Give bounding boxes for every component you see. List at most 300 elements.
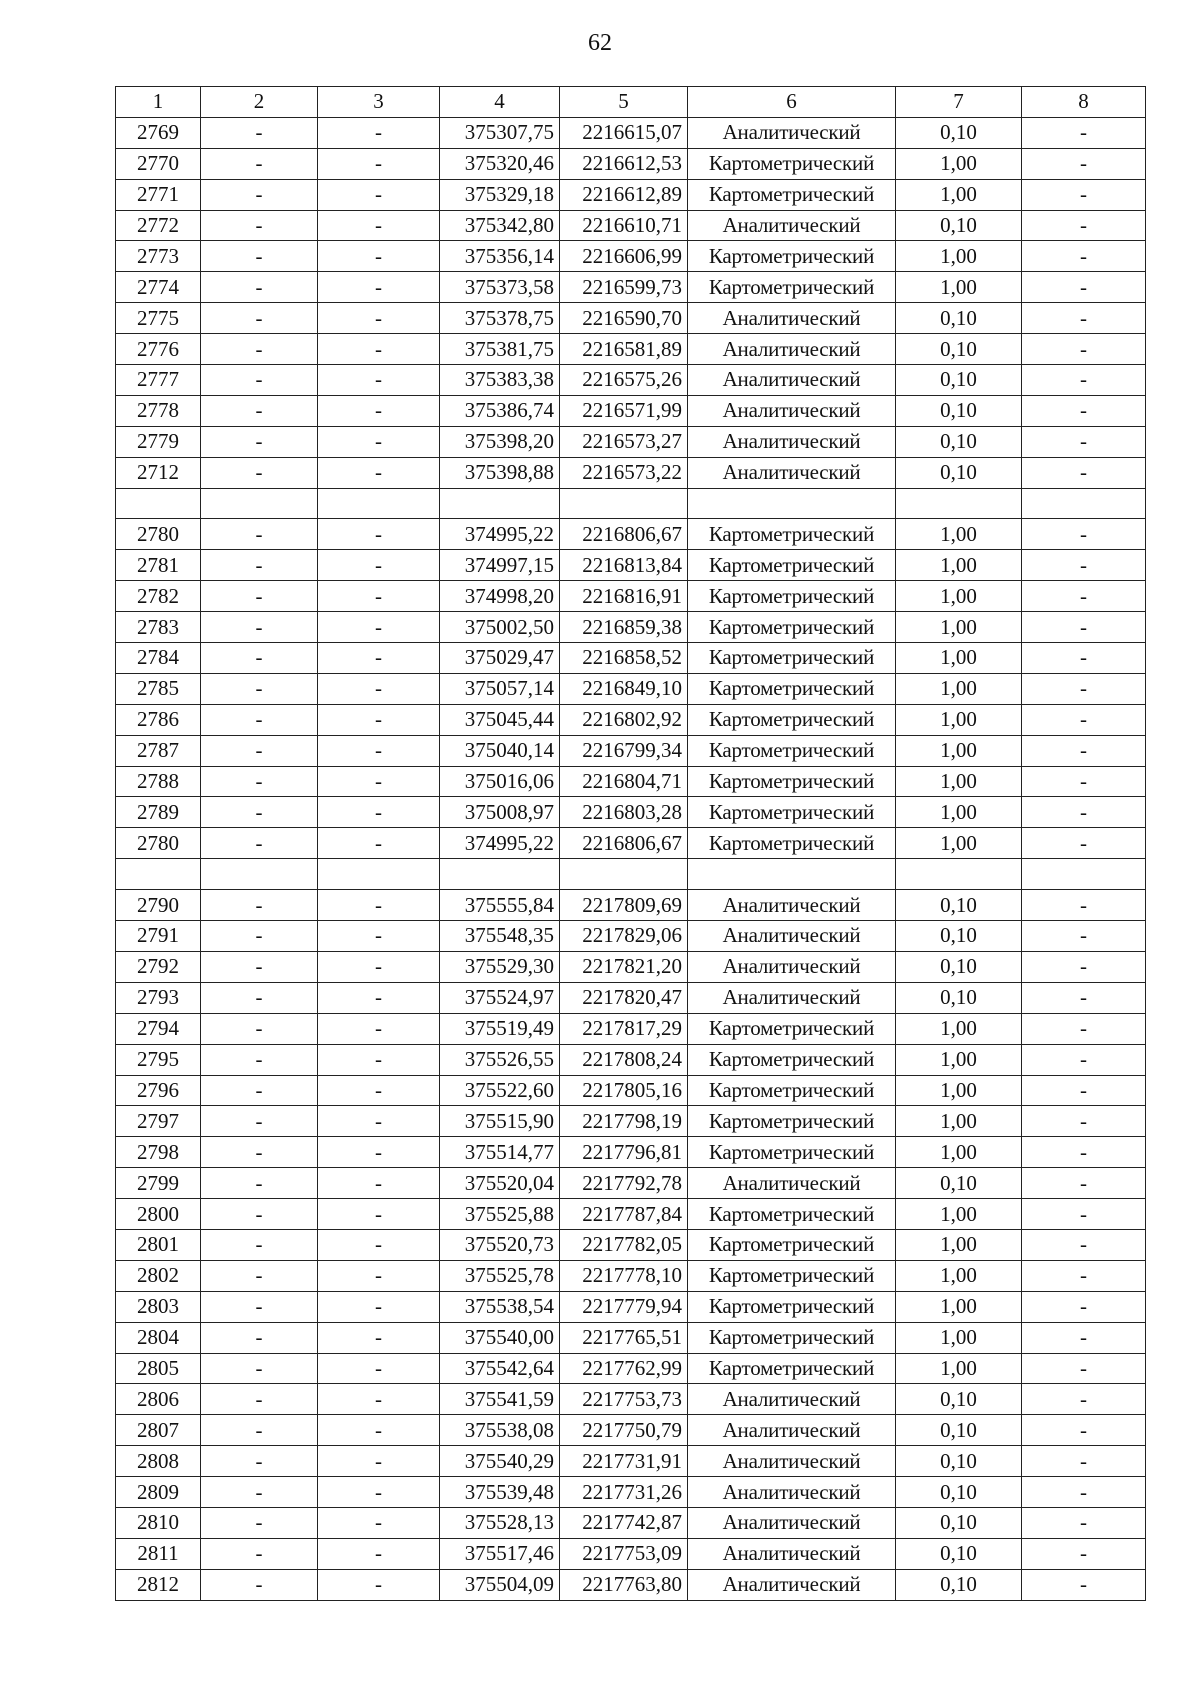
table-cell-col-2: - — [201, 365, 318, 396]
table-row — [116, 1384, 1146, 1415]
table-cell-col-6: Аналитический — [688, 1384, 896, 1415]
table-cell-col-7: 0,10 — [896, 1569, 1022, 1600]
table-cell-col-4: 375541,59 — [440, 1384, 560, 1415]
table-cell-col-5: 2216581,89 — [560, 334, 688, 365]
column-header-5: 5 — [560, 87, 688, 118]
table-cell-col-4: 374997,15 — [440, 550, 560, 581]
table-cell-col-2: - — [201, 272, 318, 303]
table-cell-col-5: 2217731,26 — [560, 1477, 688, 1508]
table-row — [116, 1507, 1146, 1538]
table-cell-col-5: 2217753,09 — [560, 1538, 688, 1569]
table-cell-col-3: - — [318, 921, 440, 952]
table-cell-col-8: - — [1022, 303, 1146, 334]
table-row — [116, 643, 1146, 674]
table-cell-col-2: - — [201, 303, 318, 334]
table-cell-col-2: - — [201, 1260, 318, 1291]
table-cell-col-4: 375529,30 — [440, 951, 560, 982]
table-cell-col-6: Аналитический — [688, 1569, 896, 1600]
table-cell-col-8: - — [1022, 1013, 1146, 1044]
header-row — [116, 87, 1146, 118]
table-cell-col-2: - — [201, 982, 318, 1013]
table-cell-col-8: - — [1022, 334, 1146, 365]
table-cell-col-7: 1,00 — [896, 704, 1022, 735]
table-cell-col-8: - — [1022, 1260, 1146, 1291]
table-cell-col-2: - — [201, 1137, 318, 1168]
table-cell-col-4: 375356,14 — [440, 241, 560, 272]
table-cell-col-8: - — [1022, 921, 1146, 952]
table-cell-col-1: 2712 — [116, 457, 201, 488]
table-cell-col-3: - — [318, 828, 440, 859]
table-cell-col-1: 2770 — [116, 148, 201, 179]
table-cell-col-7: 0,10 — [896, 334, 1022, 365]
table-row — [116, 303, 1146, 334]
table-cell-col-6: Аналитический — [688, 1538, 896, 1569]
table-cell-col-7: 0,10 — [896, 1446, 1022, 1477]
table-cell-col-3: - — [318, 210, 440, 241]
table-cell-col-1: 2775 — [116, 303, 201, 334]
table-cell-col-5: 2217796,81 — [560, 1137, 688, 1168]
table-cell-col-4: 375525,78 — [440, 1260, 560, 1291]
table-cell-col-6: Картометрический — [688, 704, 896, 735]
table-cell-col-5: 2217742,87 — [560, 1507, 688, 1538]
table-cell-col-8: - — [1022, 1569, 1146, 1600]
table-body — [116, 117, 1146, 1600]
table-cell-col-4: 375040,14 — [440, 735, 560, 766]
table-row — [116, 1106, 1146, 1137]
table-cell-col-3: - — [318, 1075, 440, 1106]
table-cell-col-2: - — [201, 241, 318, 272]
table-row — [116, 179, 1146, 210]
table-cell-col-4: 375378,75 — [440, 303, 560, 334]
table-row — [116, 365, 1146, 396]
table-cell-col-1: 2812 — [116, 1569, 201, 1600]
table-cell-col-5: 2217829,06 — [560, 921, 688, 952]
table-cell-col-7: 1,00 — [896, 1013, 1022, 1044]
table-cell-col-7: 1,00 — [896, 1291, 1022, 1322]
table-cell-col-5: 2216610,71 — [560, 210, 688, 241]
table-cell-col-4: 374998,20 — [440, 581, 560, 612]
empty-cell — [318, 859, 440, 890]
table-cell-col-8: - — [1022, 1322, 1146, 1353]
column-header-2: 2 — [201, 87, 318, 118]
table-cell-col-7: 1,00 — [896, 1075, 1022, 1106]
table-cell-col-2: - — [201, 1507, 318, 1538]
table-cell-col-5: 2216590,70 — [560, 303, 688, 334]
table-cell-col-8: - — [1022, 395, 1146, 426]
table-cell-col-1: 2792 — [116, 951, 201, 982]
table-cell-col-5: 2217817,29 — [560, 1013, 688, 1044]
table-row — [116, 117, 1146, 148]
table-cell-col-1: 2778 — [116, 395, 201, 426]
table-cell-col-4: 375528,13 — [440, 1507, 560, 1538]
table-cell-col-4: 375525,88 — [440, 1199, 560, 1230]
table-row — [116, 550, 1146, 581]
table-cell-col-3: - — [318, 766, 440, 797]
table-row — [116, 1199, 1146, 1230]
table-cell-col-4: 375057,14 — [440, 673, 560, 704]
table-cell-col-3: - — [318, 797, 440, 828]
block-separator-row — [116, 859, 1146, 890]
table-cell-col-2: - — [201, 1353, 318, 1384]
empty-cell — [1022, 859, 1146, 890]
table-row — [116, 612, 1146, 643]
empty-cell — [688, 488, 896, 519]
table-cell-col-2: - — [201, 643, 318, 674]
table-cell-col-1: 2780 — [116, 828, 201, 859]
table-cell-col-4: 375515,90 — [440, 1106, 560, 1137]
table-cell-col-8: - — [1022, 1199, 1146, 1230]
table-cell-col-6: Картометрический — [688, 148, 896, 179]
table-cell-col-1: 2802 — [116, 1260, 201, 1291]
table-cell-col-5: 2216599,73 — [560, 272, 688, 303]
table-cell-col-7: 0,10 — [896, 303, 1022, 334]
table-cell-col-5: 2216606,99 — [560, 241, 688, 272]
table-cell-col-6: Картометрический — [688, 1291, 896, 1322]
table-cell-col-6: Аналитический — [688, 395, 896, 426]
table-cell-col-4: 375538,08 — [440, 1415, 560, 1446]
table-row — [116, 241, 1146, 272]
table-cell-col-2: - — [201, 673, 318, 704]
table-cell-col-3: - — [318, 1477, 440, 1508]
table-cell-col-3: - — [318, 1446, 440, 1477]
empty-cell — [440, 488, 560, 519]
table-cell-col-4: 375373,58 — [440, 272, 560, 303]
table-cell-col-7: 0,10 — [896, 395, 1022, 426]
table-cell-col-1: 2782 — [116, 581, 201, 612]
table-cell-col-6: Картометрический — [688, 1322, 896, 1353]
table-cell-col-6: Картометрический — [688, 1229, 896, 1260]
table-cell-col-6: Картометрический — [688, 241, 896, 272]
table-cell-col-5: 2217778,10 — [560, 1260, 688, 1291]
table-cell-col-2: - — [201, 1168, 318, 1199]
table-cell-col-3: - — [318, 951, 440, 982]
table-cell-col-5: 2216806,67 — [560, 828, 688, 859]
table-cell-col-5: 2216571,99 — [560, 395, 688, 426]
table-cell-col-3: - — [318, 1384, 440, 1415]
column-header-7: 7 — [896, 87, 1022, 118]
table-cell-col-6: Картометрический — [688, 1044, 896, 1075]
table-cell-col-5: 2216806,67 — [560, 519, 688, 550]
table-cell-col-8: - — [1022, 797, 1146, 828]
table-cell-col-5: 2217787,84 — [560, 1199, 688, 1230]
table-cell-col-4: 375524,97 — [440, 982, 560, 1013]
table-cell-col-7: 1,00 — [896, 148, 1022, 179]
table-cell-col-1: 2804 — [116, 1322, 201, 1353]
table-cell-col-5: 2217762,99 — [560, 1353, 688, 1384]
table-cell-col-7: 0,10 — [896, 117, 1022, 148]
table-cell-col-4: 375514,77 — [440, 1137, 560, 1168]
table-cell-col-1: 2785 — [116, 673, 201, 704]
table-cell-col-3: - — [318, 1229, 440, 1260]
table-cell-col-3: - — [318, 1199, 440, 1230]
table-cell-col-1: 2810 — [116, 1507, 201, 1538]
table-row — [116, 704, 1146, 735]
table-cell-col-7: 0,10 — [896, 365, 1022, 396]
table-cell-col-5: 2217821,20 — [560, 951, 688, 982]
table-cell-col-8: - — [1022, 581, 1146, 612]
table-cell-col-4: 375542,64 — [440, 1353, 560, 1384]
table-cell-col-1: 2777 — [116, 365, 201, 396]
table-cell-col-2: - — [201, 519, 318, 550]
table-cell-col-4: 374995,22 — [440, 828, 560, 859]
table-row — [116, 1446, 1146, 1477]
table-row — [116, 797, 1146, 828]
table-cell-col-4: 375519,49 — [440, 1013, 560, 1044]
table-cell-col-6: Картометрический — [688, 643, 896, 674]
table-cell-col-7: 1,00 — [896, 612, 1022, 643]
table-row — [116, 1013, 1146, 1044]
empty-cell — [896, 859, 1022, 890]
table-cell-col-8: - — [1022, 1106, 1146, 1137]
table-cell-col-1: 2809 — [116, 1477, 201, 1508]
table-cell-col-4: 375517,46 — [440, 1538, 560, 1569]
table-cell-col-7: 1,00 — [896, 179, 1022, 210]
table-cell-col-7: 0,10 — [896, 1477, 1022, 1508]
table-cell-col-8: - — [1022, 673, 1146, 704]
table-cell-col-5: 2216573,22 — [560, 457, 688, 488]
table-cell-col-1: 2769 — [116, 117, 201, 148]
empty-cell — [201, 488, 318, 519]
table-cell-col-4: 375029,47 — [440, 643, 560, 674]
table-cell-col-2: - — [201, 797, 318, 828]
table-cell-col-8: - — [1022, 1477, 1146, 1508]
table-cell-col-7: 0,10 — [896, 1415, 1022, 1446]
table-row — [116, 828, 1146, 859]
table-cell-col-3: - — [318, 1291, 440, 1322]
table-cell-col-7: 1,00 — [896, 1044, 1022, 1075]
table-cell-col-3: - — [318, 1507, 440, 1538]
table-cell-col-3: - — [318, 1168, 440, 1199]
table-cell-col-1: 2771 — [116, 179, 201, 210]
table-row — [116, 1477, 1146, 1508]
table-cell-col-5: 2217779,94 — [560, 1291, 688, 1322]
table-cell-col-5: 2216799,34 — [560, 735, 688, 766]
table-cell-col-1: 2799 — [116, 1168, 201, 1199]
table-cell-col-2: - — [201, 1446, 318, 1477]
table-cell-col-4: 375526,55 — [440, 1044, 560, 1075]
table-cell-col-2: - — [201, 612, 318, 643]
table-cell-col-3: - — [318, 395, 440, 426]
table-row — [116, 1137, 1146, 1168]
table-cell-col-2: - — [201, 1229, 318, 1260]
table-cell-col-8: - — [1022, 643, 1146, 674]
table-cell-col-1: 2793 — [116, 982, 201, 1013]
table-cell-col-5: 2216615,07 — [560, 117, 688, 148]
table-cell-col-4: 375398,88 — [440, 457, 560, 488]
table-cell-col-8: - — [1022, 1075, 1146, 1106]
table-cell-col-5: 2216802,92 — [560, 704, 688, 735]
table-cell-col-8: - — [1022, 1168, 1146, 1199]
table-cell-col-7: 1,00 — [896, 797, 1022, 828]
table-cell-col-6: Аналитический — [688, 1507, 896, 1538]
table-cell-col-7: 0,10 — [896, 1538, 1022, 1569]
table-cell-col-2: - — [201, 179, 318, 210]
table-cell-col-1: 2806 — [116, 1384, 201, 1415]
table-cell-col-1: 2789 — [116, 797, 201, 828]
table-row — [116, 890, 1146, 921]
table-cell-col-7: 0,10 — [896, 890, 1022, 921]
table-cell-col-7: 0,10 — [896, 951, 1022, 982]
table-cell-col-5: 2217782,05 — [560, 1229, 688, 1260]
table-cell-col-2: - — [201, 1199, 318, 1230]
table-cell-col-5: 2216575,26 — [560, 365, 688, 396]
table-cell-col-8: - — [1022, 982, 1146, 1013]
table-cell-col-1: 2783 — [116, 612, 201, 643]
table-cell-col-8: - — [1022, 365, 1146, 396]
table-cell-col-6: Аналитический — [688, 890, 896, 921]
table-cell-col-4: 375342,80 — [440, 210, 560, 241]
table-cell-col-1: 2796 — [116, 1075, 201, 1106]
table-cell-col-6: Аналитический — [688, 426, 896, 457]
table-row — [116, 148, 1146, 179]
table-cell-col-3: - — [318, 735, 440, 766]
table-cell-col-6: Картометрический — [688, 550, 896, 581]
table-row — [116, 395, 1146, 426]
table-row — [116, 1569, 1146, 1600]
table-cell-col-4: 375538,54 — [440, 1291, 560, 1322]
table-row — [116, 1229, 1146, 1260]
table-cell-col-8: - — [1022, 117, 1146, 148]
empty-cell — [1022, 488, 1146, 519]
table-row — [116, 1260, 1146, 1291]
table-cell-col-6: Аналитический — [688, 457, 896, 488]
table-cell-col-1: 2798 — [116, 1137, 201, 1168]
table-cell-col-8: - — [1022, 1229, 1146, 1260]
table-cell-col-7: 0,10 — [896, 457, 1022, 488]
table-cell-col-8: - — [1022, 1446, 1146, 1477]
table-cell-col-6: Картометрический — [688, 1106, 896, 1137]
column-header-1: 1 — [116, 87, 201, 118]
table-cell-col-6: Картометрический — [688, 735, 896, 766]
table-row — [116, 1291, 1146, 1322]
table-cell-col-3: - — [318, 673, 440, 704]
table-cell-col-7: 1,00 — [896, 519, 1022, 550]
table-cell-col-6: Картометрический — [688, 1199, 896, 1230]
table-cell-col-5: 2216612,89 — [560, 179, 688, 210]
table-cell-col-3: - — [318, 643, 440, 674]
table-cell-col-5: 2216816,91 — [560, 581, 688, 612]
table-cell-col-1: 2790 — [116, 890, 201, 921]
table-row — [116, 766, 1146, 797]
table-cell-col-8: - — [1022, 210, 1146, 241]
table-cell-col-1: 2805 — [116, 1353, 201, 1384]
table-cell-col-1: 2780 — [116, 519, 201, 550]
table-cell-col-6: Картометрический — [688, 673, 896, 704]
table-cell-col-3: - — [318, 241, 440, 272]
table-cell-col-4: 375002,50 — [440, 612, 560, 643]
empty-cell — [688, 859, 896, 890]
table-cell-col-5: 2216858,52 — [560, 643, 688, 674]
table-row — [116, 1322, 1146, 1353]
table-cell-col-7: 0,10 — [896, 982, 1022, 1013]
table-cell-col-2: - — [201, 1075, 318, 1106]
table-cell-col-6: Картометрический — [688, 828, 896, 859]
table-cell-col-7: 1,00 — [896, 1322, 1022, 1353]
table-cell-col-1: 2774 — [116, 272, 201, 303]
table-cell-col-6: Аналитический — [688, 951, 896, 982]
table-row — [116, 210, 1146, 241]
table-cell-col-3: - — [318, 426, 440, 457]
table-cell-col-5: 2217798,19 — [560, 1106, 688, 1137]
table-cell-col-4: 375520,04 — [440, 1168, 560, 1199]
table-cell-col-3: - — [318, 550, 440, 581]
table-cell-col-5: 2217765,51 — [560, 1322, 688, 1353]
table-cell-col-3: - — [318, 334, 440, 365]
table-cell-col-3: - — [318, 1137, 440, 1168]
table-cell-col-7: 1,00 — [896, 241, 1022, 272]
table-cell-col-4: 375381,75 — [440, 334, 560, 365]
table-cell-col-5: 2216804,71 — [560, 766, 688, 797]
table-cell-col-6: Аналитический — [688, 1415, 896, 1446]
table-cell-col-7: 0,10 — [896, 210, 1022, 241]
table-cell-col-5: 2216612,53 — [560, 148, 688, 179]
table-cell-col-3: - — [318, 1569, 440, 1600]
table-cell-col-6: Картометрический — [688, 519, 896, 550]
table-cell-col-4: 375008,97 — [440, 797, 560, 828]
table-cell-col-2: - — [201, 117, 318, 148]
table-row — [116, 519, 1146, 550]
table-cell-col-4: 375522,60 — [440, 1075, 560, 1106]
table-cell-col-1: 2811 — [116, 1538, 201, 1569]
table-cell-col-7: 0,10 — [896, 921, 1022, 952]
table-cell-col-4: 375520,73 — [440, 1229, 560, 1260]
table-row — [116, 982, 1146, 1013]
table-cell-col-4: 375539,48 — [440, 1477, 560, 1508]
table-row — [116, 272, 1146, 303]
table-cell-col-5: 2216813,84 — [560, 550, 688, 581]
table-cell-col-1: 2795 — [116, 1044, 201, 1075]
table-cell-col-8: - — [1022, 1353, 1146, 1384]
table-cell-col-6: Картометрический — [688, 766, 896, 797]
table-cell-col-1: 2807 — [116, 1415, 201, 1446]
table-cell-col-1: 2787 — [116, 735, 201, 766]
table-cell-col-2: - — [201, 426, 318, 457]
table-cell-col-3: - — [318, 1322, 440, 1353]
table-cell-col-2: - — [201, 890, 318, 921]
table-row — [116, 1075, 1146, 1106]
table-cell-col-3: - — [318, 272, 440, 303]
table-cell-col-3: - — [318, 148, 440, 179]
empty-cell — [440, 859, 560, 890]
table-cell-col-5: 2217750,79 — [560, 1415, 688, 1446]
table-row — [116, 1538, 1146, 1569]
table-cell-col-3: - — [318, 1260, 440, 1291]
table-cell-col-4: 375320,46 — [440, 148, 560, 179]
table-cell-col-8: - — [1022, 241, 1146, 272]
table-cell-col-6: Аналитический — [688, 982, 896, 1013]
table-cell-col-7: 0,10 — [896, 426, 1022, 457]
table-cell-col-6: Картометрический — [688, 612, 896, 643]
table-cell-col-8: - — [1022, 612, 1146, 643]
table-cell-col-6: Картометрический — [688, 1075, 896, 1106]
table-row — [116, 1044, 1146, 1075]
table-cell-col-4: 375045,44 — [440, 704, 560, 735]
table-row — [116, 1353, 1146, 1384]
table-cell-col-5: 2217763,80 — [560, 1569, 688, 1600]
table-cell-col-2: - — [201, 1322, 318, 1353]
table-row — [116, 426, 1146, 457]
table-cell-col-2: - — [201, 766, 318, 797]
table-cell-col-3: - — [318, 581, 440, 612]
table-cell-col-5: 2217809,69 — [560, 890, 688, 921]
table-cell-col-6: Аналитический — [688, 334, 896, 365]
block-separator-row — [116, 488, 1146, 519]
table-cell-col-7: 1,00 — [896, 581, 1022, 612]
table-cell-col-6: Аналитический — [688, 117, 896, 148]
column-header-4: 4 — [440, 87, 560, 118]
table-cell-col-2: - — [201, 1013, 318, 1044]
table-cell-col-8: - — [1022, 951, 1146, 982]
